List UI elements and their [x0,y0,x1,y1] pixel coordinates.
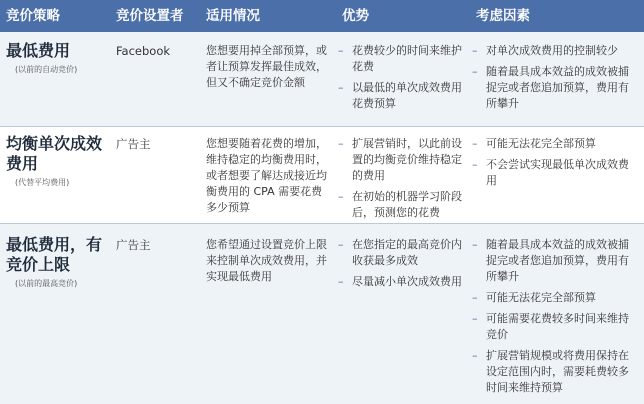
dash-icon: – [472,158,478,171]
list-item: – 以最低的单次成效费用花费预算 [338,81,462,110]
header-considerations: 考虑因素 [476,8,530,24]
setter-cell: 广告主 [116,238,151,252]
table-row [0,224,644,404]
dash-icon: – [338,137,344,150]
list-item: – 扩展营销时，以此前设置的均衡竞价维持稳定的费用 [338,137,462,182]
dash-icon: – [338,238,344,251]
dash-icon: – [472,238,478,251]
list-item: – 扩展营销规模或将费用保持在设定范围内时，需要耗费较多时间来维持预算 [472,349,629,394]
header-bid-setter: 竞价设置者 [116,8,184,24]
situation-cell: 您希望通过设置竞价上限来控制单次成效费用，并实现最低费用 [206,238,327,283]
situation-cell: 您想要随着花费的增加，维持稳定的均衡费用时，或者想要了解达成接近均衡费用的 CPA 需要花费多少预算 [206,137,327,214]
advantages-cell [338,237,468,295]
advantages-cell [338,136,468,226]
header-bid-strategy: 竞价策略 [6,8,60,24]
header-advantages: 优势 [342,8,369,24]
table-row [0,32,644,126]
list-item: – 可能需要花费较多时间来维持竞价 [472,312,629,341]
strategy-name: 最低费用，有竞价上限 [6,235,103,274]
table-row [0,127,644,223]
strategy-cell [6,134,110,188]
dash-icon: – [472,44,478,57]
list-item: – 花费较少的时间来维护花费 [338,44,462,73]
strategy-name: 最低费用 [6,41,71,60]
considerations-cell [472,237,636,401]
list-item: – 可能无法花完全部预算 [472,137,596,150]
list-item: – 对单次成效费用的控制较少 [472,44,618,57]
strategy-note: (以前的自动竞价) [15,65,78,74]
dash-icon: – [338,190,344,203]
strategy-note: (以前的最高竞价) [15,279,78,288]
situation-cell: 您想要用掉全部预算，或者让预算发挥最佳成效，但又不确定竞价金额 [206,44,327,89]
list-item: – 尽量减小单次成效费用 [338,275,462,288]
strategy-note: (代替平均费用) [15,178,70,187]
dash-icon: – [472,349,478,362]
strategy-cell [6,41,110,75]
dash-icon: – [472,137,478,150]
setter-cell: 广告主 [116,137,151,151]
considerations-cell [472,136,636,194]
setter-cell: Facebook [116,44,171,58]
list-item: – 在您指定的最高竞价内收获最多成效 [338,238,462,267]
strategy-name: 均衡单次成效费用 [6,134,103,173]
list-item: – 在初始的机器学习阶段后，预测您的花费 [338,190,462,219]
list-item: – 不会尝试实现最低单次成效费用 [472,158,629,187]
advantages-cell [338,43,468,117]
strategy-cell [6,235,110,289]
dash-icon: – [338,81,344,94]
dash-icon: – [472,291,478,304]
dash-icon: – [472,312,478,325]
table-header [0,0,644,32]
header-use-case: 适用情况 [206,8,260,24]
dash-icon: – [338,275,344,288]
dash-icon: – [338,44,344,57]
list-item: – 随着最具成本效益的成效被捕捉完或者您追加预算，费用有所攀升 [472,238,629,283]
list-item: – 可能无法花完全部预算 [472,291,596,304]
list-item: – 随着最具成本效益的成效被捕捉完或者您追加预算，费用有所攀升 [472,65,629,110]
considerations-cell [472,43,636,117]
dash-icon: – [472,65,478,78]
